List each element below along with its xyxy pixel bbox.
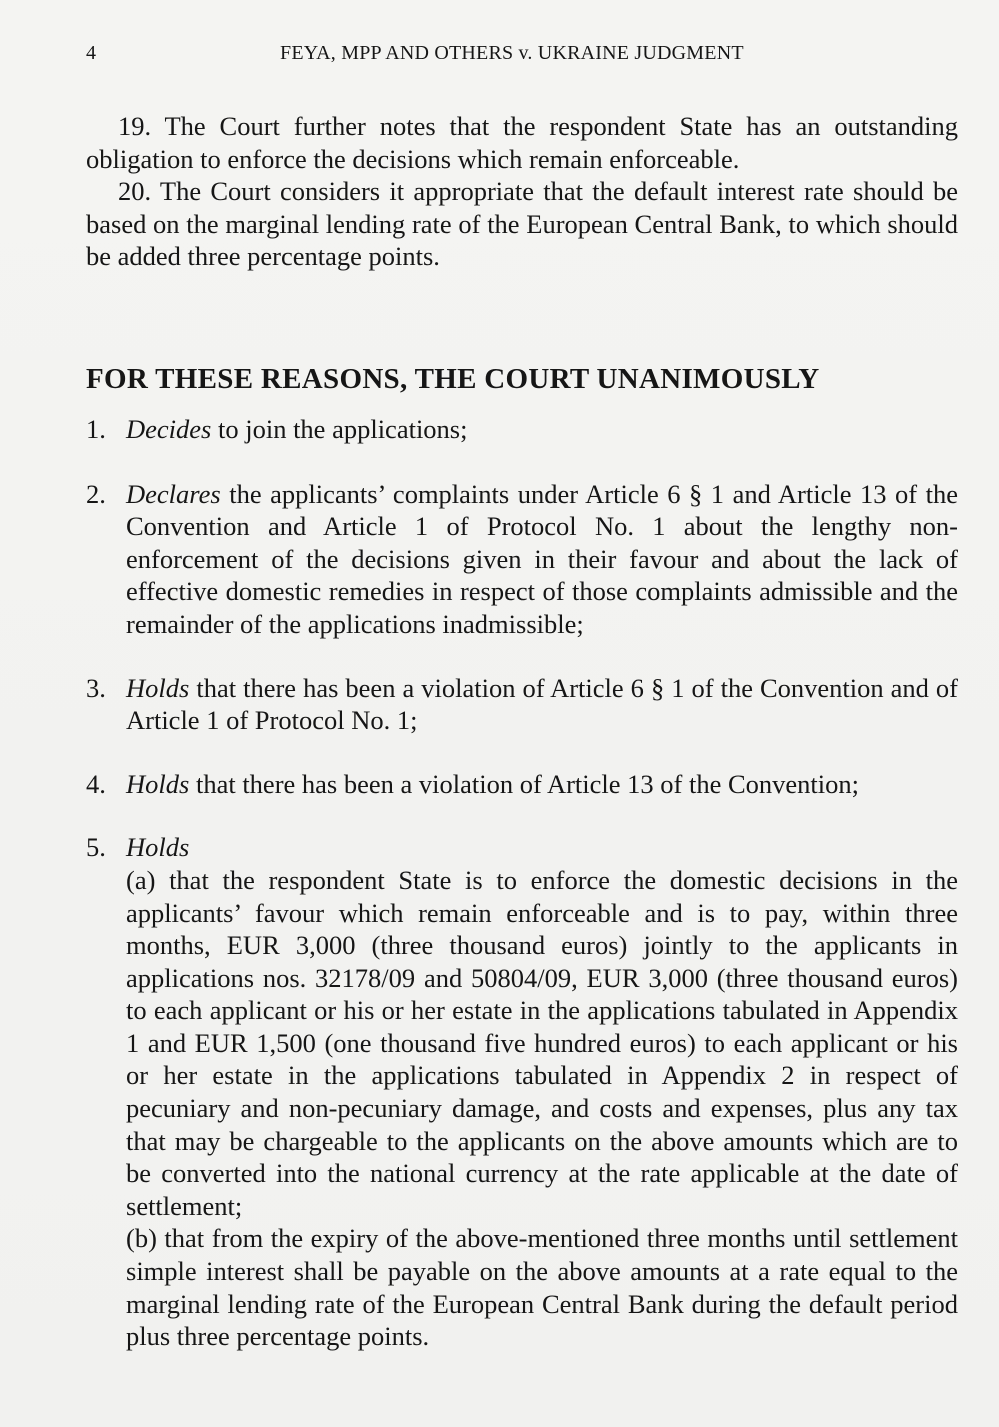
- operative-verb: Holds: [126, 672, 190, 703]
- page-number: 4: [86, 42, 97, 64]
- operative-heading: FOR THESE REASONS, THE COURT UNANIMOUSLY: [86, 362, 820, 395]
- paragraph-19: 19. The Court further notes that the respondent State has an outstanding obligation to enforce the decisions which remain enforceable.: [86, 111, 958, 174]
- operative-list: [86, 413, 958, 1353]
- operative-text: that there has been a violation of Article 6 § 1 of the Convention and of Article 1 of Protocol No. 1;: [126, 672, 958, 736]
- paragraph-20: 20. The Court considers it appropriate that the default interest rate should be based on the marginal lending rate of the European Central Bank, to which should be added three percentage points.: [86, 176, 958, 272]
- operative-verb: Holds: [126, 768, 190, 799]
- operative-item-number: 1.: [86, 413, 106, 444]
- operative-verb: Holds: [126, 832, 190, 863]
- operative-item-3: [86, 672, 958, 737]
- operative-sub-b: (b) that from the expiry of the above-mentioned three months until settlement simple interest shall be payable on the above amounts at a rate equal to the marginal lending rate of the European Central Bank during the default period plus three percentage points.: [126, 1223, 958, 1352]
- operative-text: that there has been a violation of Article 13 of the Convention;: [189, 768, 860, 799]
- operative-sub-a: (a) that the respondent State is to enforce the domestic decisions in the applicants’ favour which remain enforceable and is to pay, within three months, EUR 3,000 (three thousand euros) jointly to the applicants in applications nos. 32178/09 and 50804/09, EUR 3,000 (three thousand euros) to each applicant or his or her estate in the applications tabulated in Appendix 1 and EUR 1,500 (one thousand five hundred euros) to each applicant or his or her estate in the applications tabulated in Appendix 2 in respect of pecuniary and non-pecuniary damage, and costs and expenses, plus any tax that may be chargeable to the applicants on the above amounts which are to be converted into the national currency at the rate applicable at the date of settlement;: [126, 864, 958, 1221]
- operative-verb: Decides: [126, 413, 212, 444]
- operative-item-number: 3.: [86, 672, 106, 703]
- operative-item-number: 2.: [86, 478, 106, 509]
- operative-item-5: [86, 831, 958, 1353]
- operative-item-2: [86, 478, 958, 641]
- operative-verb: Declares: [126, 478, 221, 509]
- document-body: [86, 110, 958, 1353]
- operative-item-number: 4.: [86, 768, 106, 799]
- operative-text: to join the applications;: [211, 413, 468, 444]
- running-title: FEYA, MPP AND OTHERS v. UKRAINE JUDGMENT: [280, 42, 744, 64]
- operative-item-4: [86, 768, 958, 801]
- page-header: [86, 42, 959, 66]
- operative-item-number: 5.: [86, 832, 106, 863]
- operative-text: the applicants’ complaints under Article 6 § 1 and Article 13 of the Convention and Article 1 of Protocol No. 1 about the lengthy non-enforcement of the decisions given in their favour and about the lack of effective domestic remedies in respect of those complaints admissible and the remainder of the applications inadmissible;: [126, 478, 958, 639]
- operative-item-1: [86, 413, 958, 446]
